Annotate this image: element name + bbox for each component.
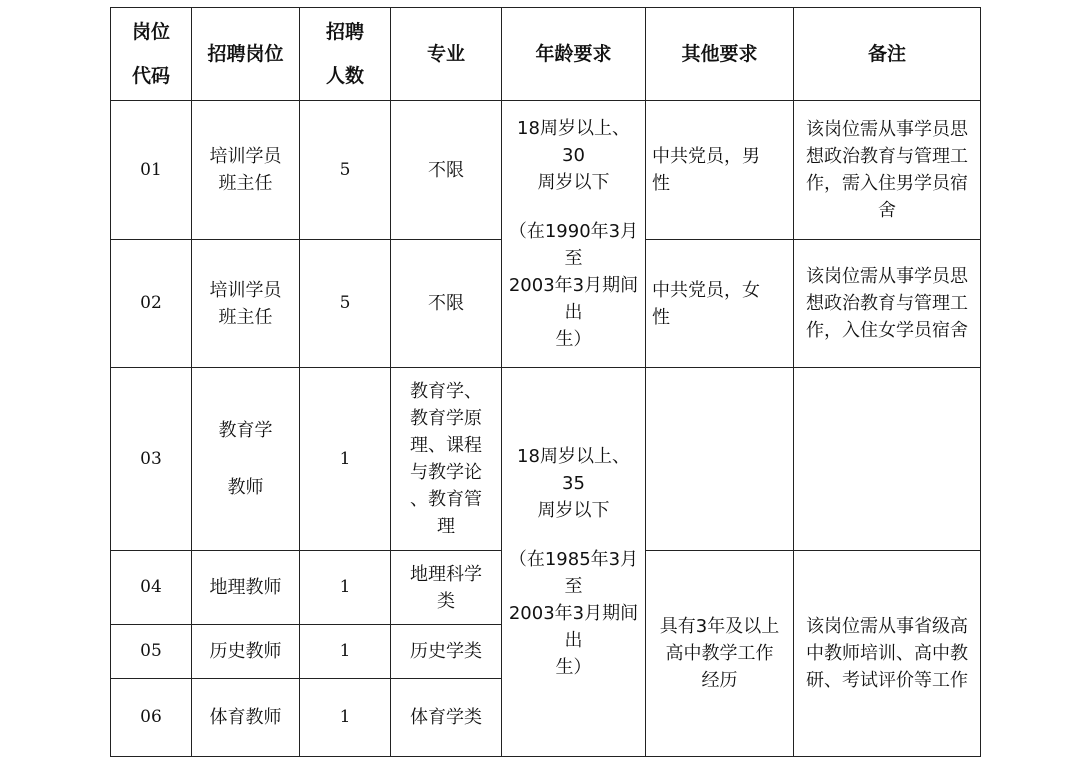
recruitment-table bbox=[110, 7, 981, 757]
row-note: 该岗位需从事学员思 想政治教育与管理工 作，需入住男学员宿 舍 bbox=[794, 101, 981, 240]
row-note-empty bbox=[794, 368, 981, 551]
row-other-empty bbox=[646, 368, 794, 551]
header-position: 招聘岗位 bbox=[192, 8, 300, 101]
header-major: 专业 bbox=[391, 8, 502, 101]
row-note: 该岗位需从事学员思 想政治教育与管理工 作，入住女学员宿舍 bbox=[794, 240, 981, 368]
row-position: 地理教师 bbox=[192, 551, 300, 625]
row-code: 04 bbox=[111, 551, 192, 625]
row-major: 地理科学 类 bbox=[391, 551, 502, 625]
row-code: 05 bbox=[111, 625, 192, 679]
row-position: 历史教师 bbox=[192, 625, 300, 679]
header-row bbox=[111, 8, 981, 101]
row-major: 教育学、 教育学原 理、课程 与教学论 、教育管 理 bbox=[391, 368, 502, 551]
row-major: 不限 bbox=[391, 101, 502, 240]
shared-note: 该岗位需从事省级高 中教师培训、高中教 研、考试评价等工作 bbox=[794, 551, 981, 757]
header-age: 年龄要求 bbox=[502, 8, 646, 101]
row-position: 培训学员 班主任 bbox=[192, 240, 300, 368]
row-count: 1 bbox=[300, 625, 391, 679]
row-count: 5 bbox=[300, 101, 391, 240]
row-other: 中共党员，女 性 bbox=[646, 240, 794, 368]
row-count: 1 bbox=[300, 679, 391, 757]
row-count: 1 bbox=[300, 368, 391, 551]
row-code: 06 bbox=[111, 679, 192, 757]
row-major: 不限 bbox=[391, 240, 502, 368]
row-count: 1 bbox=[300, 551, 391, 625]
row-position: 体育教师 bbox=[192, 679, 300, 757]
table-row bbox=[111, 368, 981, 551]
row-age-group-1: 18周岁以上、30 周岁以下 （在1990年3月至 2003年3月期间出 生） bbox=[502, 101, 646, 368]
row-position: 培训学员 班主任 bbox=[192, 101, 300, 240]
row-major: 历史学类 bbox=[391, 625, 502, 679]
header-count: 招聘 人数 bbox=[300, 8, 391, 101]
row-code: 02 bbox=[111, 240, 192, 368]
header-note: 备注 bbox=[794, 8, 981, 101]
table-row bbox=[111, 101, 981, 240]
row-count: 5 bbox=[300, 240, 391, 368]
row-major: 体育学类 bbox=[391, 679, 502, 757]
shared-other: 具有3年及以上 高中教学工作 经历 bbox=[646, 551, 794, 757]
row-age-group-2: 18周岁以上、35 周岁以下 （在1985年3月至 2003年3月期间出 生） bbox=[502, 368, 646, 757]
row-code: 01 bbox=[111, 101, 192, 240]
row-other: 中共党员，男 性 bbox=[646, 101, 794, 240]
header-code: 岗位 代码 bbox=[111, 8, 192, 101]
header-other: 其他要求 bbox=[646, 8, 794, 101]
row-position: 教育学 教师 bbox=[192, 368, 300, 551]
row-code: 03 bbox=[111, 368, 192, 551]
